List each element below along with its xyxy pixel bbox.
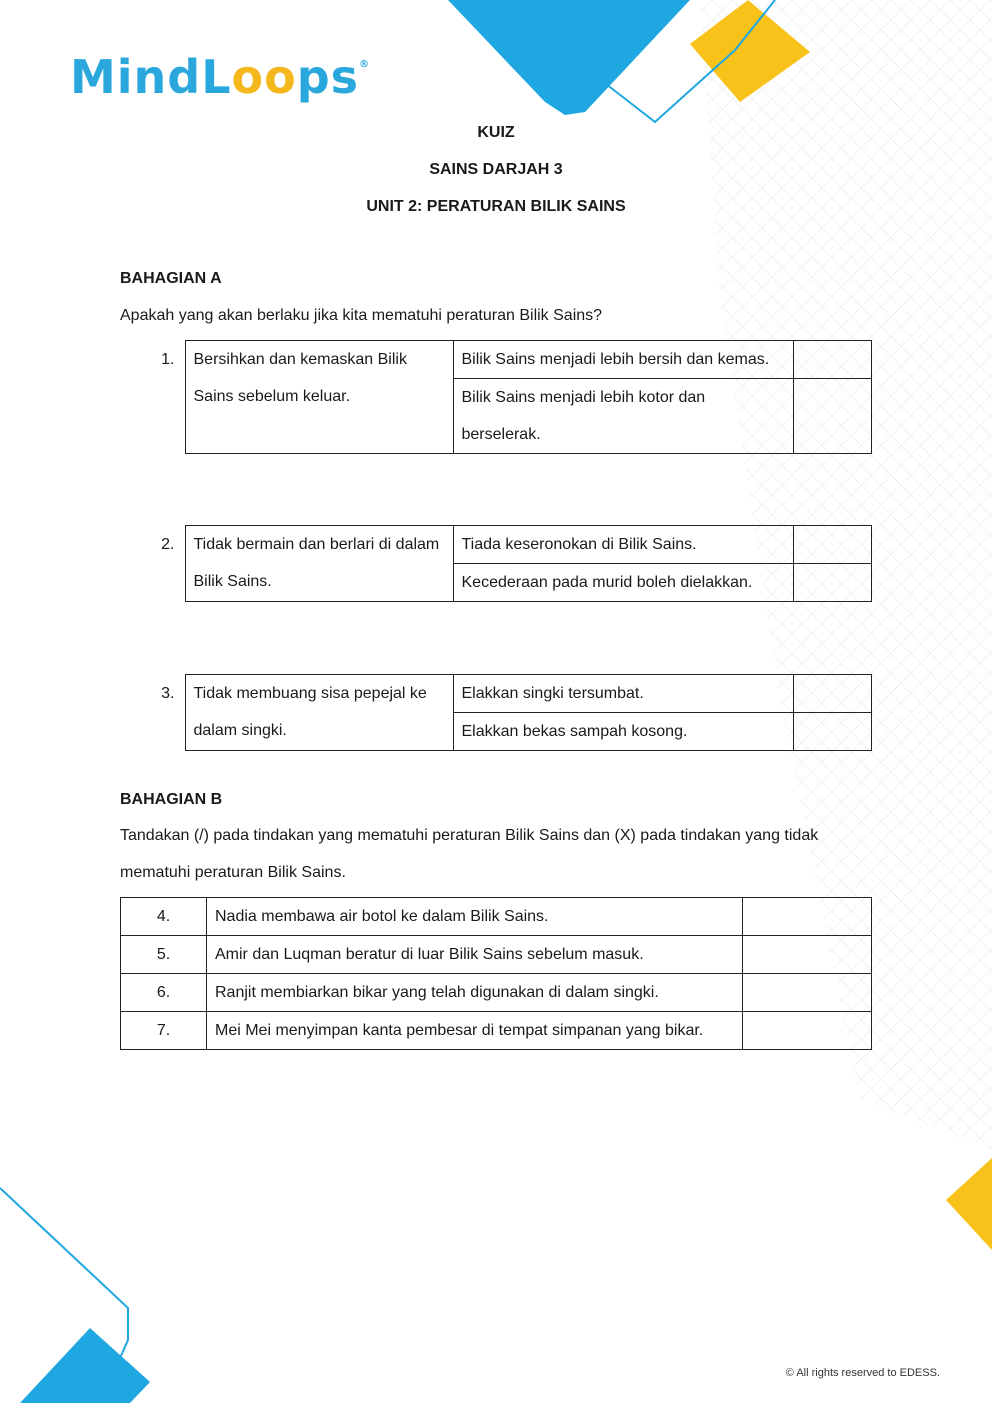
- section-b-title: BAHAGIAN B: [120, 791, 223, 808]
- answer-box[interactable]: [793, 675, 871, 713]
- answer-option: Elakkan singki tersumbat.: [453, 675, 793, 713]
- answer-box[interactable]: [743, 898, 872, 936]
- row-number: 5.: [121, 936, 207, 974]
- row-text: Amir dan Luqman beratur di luar Bilik Sains sebelum masuk.: [207, 936, 743, 974]
- question-3-table: [120, 674, 872, 751]
- question-2-table: [120, 525, 872, 602]
- question-statement: Tidak bermain dan berlari di dalam Bilik Sains.: [185, 526, 453, 602]
- answer-option: Tiada keseronokan di Bilik Sains.: [453, 526, 793, 564]
- blue-diamond-bottom: [20, 1328, 150, 1403]
- subject-title: SAINS DARJAH 3: [429, 161, 563, 178]
- answer-box[interactable]: [743, 936, 872, 974]
- answer-option: Kecederaan pada murid boleh dielakkan.: [453, 564, 793, 602]
- answer-box[interactable]: [793, 564, 871, 602]
- copyright-footer: © All rights reserved to EDESS.: [785, 1367, 940, 1379]
- section-a-question: Apakah yang akan berlaku jika kita mematuhi peraturan Bilik Sains?: [120, 307, 603, 324]
- table-row: [121, 1012, 872, 1050]
- answer-box[interactable]: [793, 341, 871, 379]
- answer-box[interactable]: [793, 526, 871, 564]
- row-number: 6.: [121, 974, 207, 1012]
- question-number: 1.: [161, 350, 175, 368]
- table-row: [121, 898, 872, 936]
- row-text: Nadia membawa air botol ke dalam Bilik Sains.: [207, 898, 743, 936]
- answer-option: Bilik Sains menjadi lebih bersih dan kemas.: [453, 341, 793, 379]
- question-1-table: [120, 340, 872, 454]
- table-row: [121, 936, 872, 974]
- row-text: Mei Mei menyimpan kanta pembesar di tempat simpanan yang bikar.: [207, 1012, 743, 1050]
- section-a-title: BAHAGIAN A: [120, 270, 222, 287]
- question-number: 2.: [161, 535, 175, 553]
- answer-box[interactable]: [743, 974, 872, 1012]
- row-number: 7.: [121, 1012, 207, 1050]
- mindloops-logo: MindLoops®: [70, 50, 371, 104]
- question-number: 3.: [161, 684, 175, 702]
- answer-box[interactable]: [793, 713, 871, 751]
- answer-option: Bilik Sains menjadi lebih kotor dan berselerak.: [453, 379, 793, 454]
- quiz-title: KUIZ: [477, 124, 515, 141]
- unit-title: UNIT 2: PERATURAN BILIK SAINS: [366, 198, 626, 215]
- section-b-instruction: Tandakan (/) pada tindakan yang mematuhi peraturan Bilik Sains dan (X) pada tindakan yang tidak mematuhi peraturan Bilik Sains.: [120, 827, 819, 881]
- yellow-triangle-right: [946, 1158, 992, 1250]
- answer-box[interactable]: [743, 1012, 872, 1050]
- section-b-table: [120, 897, 872, 1050]
- row-text: Ranjit membiarkan bikar yang telah digunakan di dalam singki.: [207, 974, 743, 1012]
- row-number: 4.: [121, 898, 207, 936]
- question-statement: Tidak membuang sisa pepejal ke dalam singki.: [185, 675, 453, 751]
- answer-option: Elakkan bekas sampah kosong.: [453, 713, 793, 751]
- answer-box[interactable]: [793, 379, 871, 454]
- question-statement: Bersihkan dan kemaskan Bilik Sains sebelum keluar.: [185, 341, 453, 454]
- blue-triangle-top: [448, 0, 690, 115]
- table-row: [121, 974, 872, 1012]
